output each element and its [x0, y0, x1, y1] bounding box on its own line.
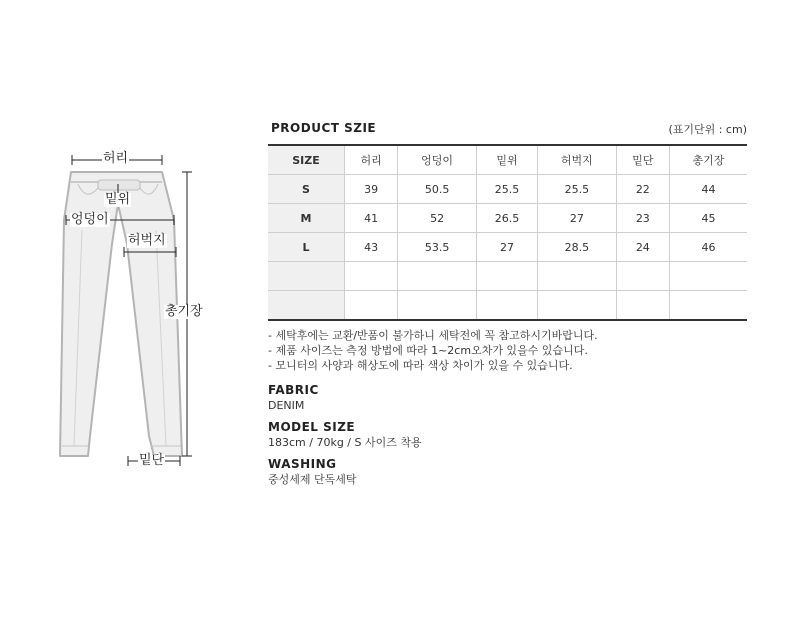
table-cell: [537, 262, 616, 291]
thigh-label: 허벅지: [128, 233, 166, 248]
care-notes: [268, 328, 598, 373]
table-cell: [398, 262, 477, 291]
pants-illustration: [0, 0, 260, 623]
table-cell: 44: [669, 175, 747, 204]
table-row: [268, 291, 747, 321]
table-cell: 41: [345, 204, 398, 233]
table-cell: [345, 262, 398, 291]
row-size: S: [268, 175, 345, 204]
washing-value: 중성세제 단독세탁: [268, 473, 357, 486]
table-cell: 45: [669, 204, 747, 233]
table-cell: [669, 262, 747, 291]
fabric-value: DENIM: [268, 399, 305, 412]
table-cell: 53.5: [398, 233, 477, 262]
table-cell: 23: [616, 204, 669, 233]
table-cell: [669, 291, 747, 321]
table-cell: 50.5: [398, 175, 477, 204]
table-cell: 25.5: [476, 175, 537, 204]
table-cell: 52: [398, 204, 477, 233]
header-hem: 밑단: [616, 145, 669, 175]
table-cell: 46: [669, 233, 747, 262]
table-cell: [616, 262, 669, 291]
row-size: L: [268, 233, 345, 262]
table-cell: 27: [537, 204, 616, 233]
size-table: [268, 144, 747, 321]
fabric-heading: FABRIC: [268, 383, 319, 397]
row-size: M: [268, 204, 345, 233]
table-cell: 25.5: [537, 175, 616, 204]
waist-label: 허리: [103, 151, 129, 166]
note-line: - 세탁후에는 교환/반품이 불가하니 세탁전에 꼭 참고하시기바랍니다.: [268, 329, 598, 342]
table-cell: 28.5: [537, 233, 616, 262]
hip-label: 엉덩이: [71, 212, 109, 227]
header-waist: 허리: [345, 145, 398, 175]
table-cell: 27: [476, 233, 537, 262]
product-size-title: PRODUCT SZIE: [271, 121, 377, 135]
size-table-header-row: [268, 145, 747, 175]
header-length: 총기장: [669, 145, 747, 175]
table-row: [268, 262, 747, 291]
table-row: [268, 233, 747, 262]
pants-diagram: [0, 0, 260, 623]
table-cell: [345, 291, 398, 321]
model-size-value: 183cm / 70kg / S 사이즈 착용: [268, 436, 422, 449]
row-size: [268, 291, 345, 321]
unit-note: (표기단위 : cm): [668, 123, 747, 136]
header-thigh: 허벅지: [537, 145, 616, 175]
fabric-section: [268, 382, 319, 413]
washing-heading: WASHING: [268, 457, 337, 471]
table-cell: [476, 262, 537, 291]
header-size: SIZE: [268, 145, 345, 175]
table-row: [268, 204, 747, 233]
length-label: 총기장: [165, 304, 203, 319]
table-cell: 43: [345, 233, 398, 262]
table-cell: [398, 291, 477, 321]
header-rise: 밑위: [476, 145, 537, 175]
table-cell: 24: [616, 233, 669, 262]
table-cell: [476, 291, 537, 321]
note-line: - 모니터의 사양과 해상도에 따라 색상 차이가 있을 수 있습니다.: [268, 359, 573, 372]
table-cell: [616, 291, 669, 321]
table-cell: [537, 291, 616, 321]
hem-label: 밑단: [139, 453, 165, 468]
row-size: [268, 262, 345, 291]
model-size-section: [268, 419, 422, 450]
washing-section: [268, 456, 357, 487]
table-row: [268, 175, 747, 204]
header-hip: 엉덩이: [398, 145, 477, 175]
table-cell: 39: [345, 175, 398, 204]
rise-label: 밑위: [105, 192, 131, 207]
note-line: - 제품 사이즈는 측정 방법에 따라 1~2cm오차가 있을수 있습니다.: [268, 344, 588, 357]
table-cell: 22: [616, 175, 669, 204]
model-size-heading: MODEL SIZE: [268, 420, 356, 434]
table-cell: 26.5: [476, 204, 537, 233]
